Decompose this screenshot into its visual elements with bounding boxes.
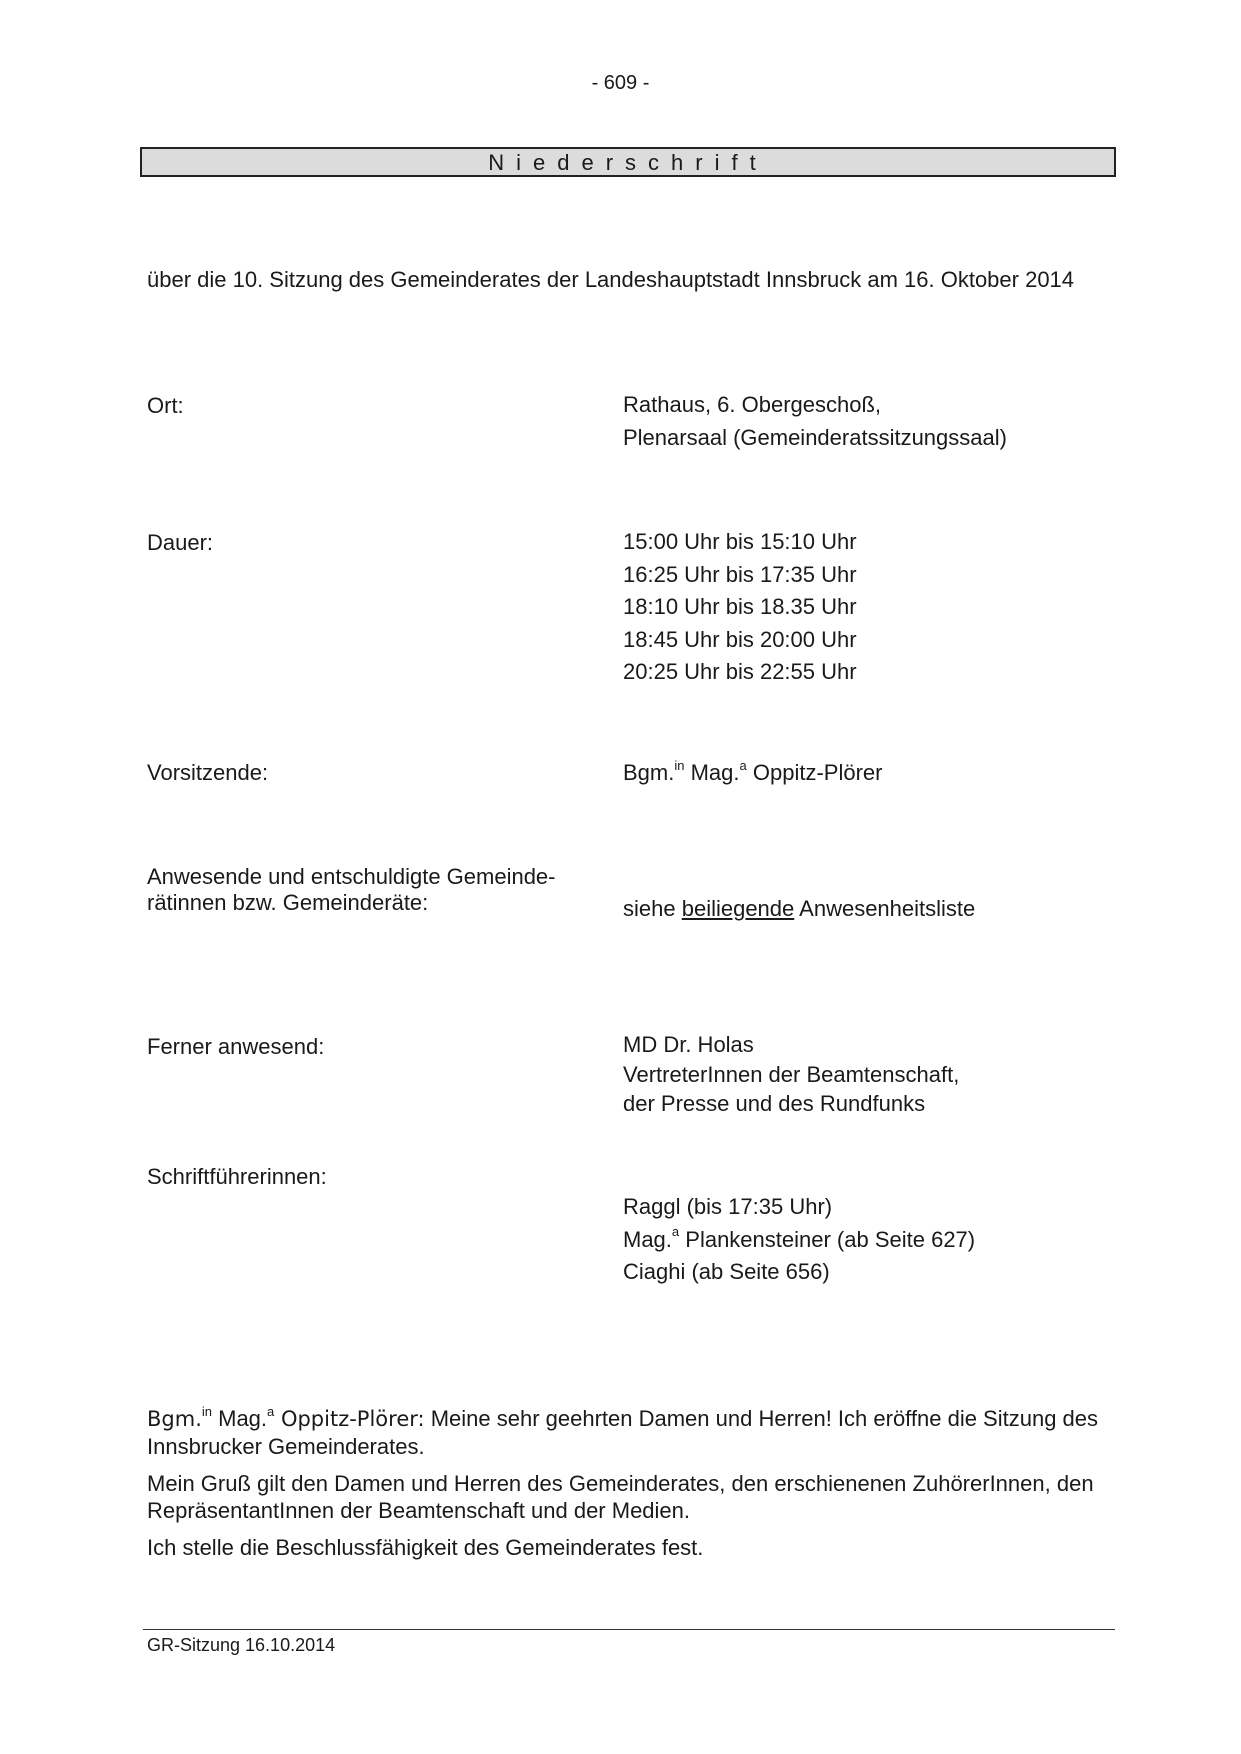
dauer-label: Dauer: [147,530,214,555]
ferner-label: Ferner anwesend: [147,1034,325,1059]
dauer-value [623,526,857,689]
schrift-value [623,1191,975,1289]
speaker-title-sup: in [201,1403,212,1419]
ferner-line: MD Dr. Holas [623,1032,754,1057]
ferner-value [623,1030,959,1119]
vorsitzende-name: Oppitz-Plörer [746,760,883,785]
speech-text: Meine sehr geehrten Damen und Herren! Ich eröffne die Sitzung des Innsbrucker Gemeinderates. [147,1406,1099,1459]
ort-label: Ort: [147,393,184,418]
anwesende-value-pre: siehe [623,896,682,921]
anwesende-value-post: Anwesenheitsliste [794,896,976,921]
speech-paragraph: Mein Gruß gilt den Damen und Herren des Gemeinderates, den erschienenen ZuhörerInnen, den RepräsentantInnen der Beamtenschaft und der Medien. [147,1471,1094,1523]
vorsitzende-title-sup: a [739,757,747,773]
dauer-line: 20:25 Uhr bis 22:55 Uhr [623,659,857,684]
document-title: Niederschrift [140,147,1116,177]
meeting-subject: über die 10. Sitzung des Gemeinderates der Landeshauptstadt Innsbruck am 16. Oktober 2014 [147,267,1075,292]
anwesende-label-line: Anwesende und entschuldigte Gemeinde- [147,864,556,889]
speech-paragraph: Ich stelle die Beschlussfähigkeit des Gemeinderates fest. [147,1535,704,1560]
vorsitzende-value [623,757,882,790]
anwesende-value-underlined: beiliegende [681,896,795,921]
schrift-line: Ciaghi (ab Seite 656) [623,1259,830,1284]
anwesende-value [623,893,975,926]
ort-line: Rathaus, 6. Obergeschoß, [623,392,882,417]
dauer-line: 18:45 Uhr bis 20:00 Uhr [623,626,857,652]
schrift-title-sup: a [671,1224,680,1240]
vorsitzende-title: Mag. [684,760,740,785]
speaker-title-sup: a [267,1403,275,1419]
speaker-name: Oppitz-Plörer: [274,1407,425,1431]
vorsitzende-title: Bgm. [623,760,675,785]
ferner-line: VertreterInnen der Beamtenschaft, [623,1061,960,1087]
page-number: - 609 - [591,72,650,94]
ort-line: Plenarsaal (Gemeinderatssitzungssaal) [623,424,1007,450]
schrift-line: Plankensteiner (ab Seite 627) [679,1226,976,1252]
vorsitzende-title-sup: in [674,757,685,773]
anwesende-label-line: rätinnen bzw. Gemeinderäte: [147,890,429,915]
dauer-line: 15:00 Uhr bis 15:10 Uhr [623,529,857,554]
footer-divider [143,1629,1115,1630]
opening-speech [147,1405,1107,1571]
schrift-label: Schriftführerinnen: [147,1164,327,1189]
footer-label: GR-Sitzung 16.10.2014 [147,1635,336,1655]
speaker-title: Mag. [212,1406,268,1431]
dauer-line: 18:10 Uhr bis 18.35 Uhr [623,594,857,619]
ort-value [623,389,1007,454]
speech-paragraph [147,1405,1107,1460]
anwesende-label [147,864,556,916]
schrift-title: Mag. [623,1226,672,1252]
schrift-line: Raggl (bis 17:35 Uhr) [623,1194,833,1219]
ferner-line: der Presse und des Rundfunks [623,1091,926,1116]
vorsitzende-label: Vorsitzende: [147,760,269,785]
dauer-line: 16:25 Uhr bis 17:35 Uhr [623,561,857,587]
speaker-title: Bgm. [147,1407,202,1431]
